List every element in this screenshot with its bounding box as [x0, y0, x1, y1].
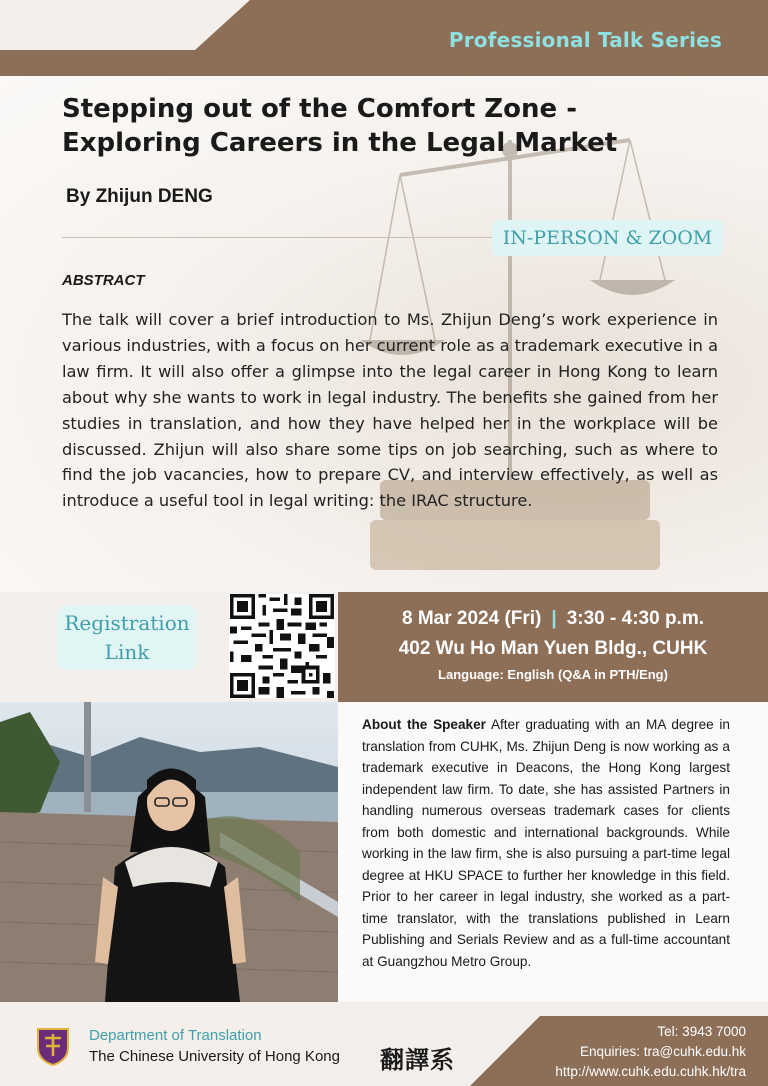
title-line-2: Exploring Careers in the Legal Market [62, 128, 618, 158]
author: By Zhijun DENG [66, 186, 213, 207]
series-title: Professional Talk Series [448, 28, 722, 52]
event-language: Language: English (Q&A in PTH/Eng) [438, 667, 668, 682]
abstract-text: The talk will cover a brief introduction to Ms. Zhijun Deng’s work experience in various industries, with a focus on her current role as a trademark executive in a law firm. It will also offer a glimpse into the legal career in Hong Kong to learn about why she wants to work in legal industry. The benefits she gained from her studies in translation, and how they have helped her in the workplace will be discussed. Zhijun will also share some tips on job searching, such as where to find the job vacancies, how to prepare CV, and interview effectively, as well as introduce a useful tool in legal writing: the IRAC structure. [62, 310, 718, 511]
event-date: 8 Mar 2024 (Fri) [401, 608, 542, 629]
registration-line-1: Registration [64, 611, 190, 635]
event-time: 3:30 - 4:30 p.m. [566, 608, 704, 629]
cuhk-crest-icon [35, 1026, 71, 1066]
contact-info [555, 1022, 746, 1082]
department-chinese-name: 翻譯系 [380, 1045, 455, 1074]
event-venue: 402 Wu Ho Man Yuen Bldg., CUHK [398, 638, 708, 659]
event-separator: | [551, 608, 557, 629]
about-text: After graduating with an MA degree in translation from CUHK, Ms. Zhijun Deng is now working as a trademark executive in Deacons, the Hong Kong largest independent law firm. To date, she has assisted Partners in handling numerous overseas trademark cases for clients from both domestic and international backgrounds. While working in the law firm, she is also pursuing a part-time legal degree at HKU SPACE to further her knowledge in this field. Prior to her career in legal industry, she worked as a part-time translator, with the translations published in Learn Publishing and Serials Review and as a full-time accountant at Guangzhou Metro Group. [362, 717, 730, 969]
contact-website[interactable]: http://www.cuhk.edu.cuhk.hk/tra [555, 1064, 746, 1079]
speaker-bio [362, 714, 730, 972]
qr-code-icon[interactable] [229, 594, 335, 698]
speaker-photo [0, 702, 338, 1002]
title-line-1: Stepping out of the Comfort Zone - [62, 94, 578, 124]
registration-line-2: Link [104, 640, 150, 664]
divider [62, 237, 502, 238]
abstract-heading: ABSTRACT [62, 272, 145, 289]
mode-badge: IN-PERSON & ZOOM [492, 220, 723, 256]
contact-email[interactable]: Enquiries: tra@cuhk.edu.hk [579, 1044, 746, 1059]
event-datetime [338, 608, 768, 630]
registration-link[interactable] [57, 605, 197, 670]
university-name: The Chinese University of Hong Kong [89, 1048, 340, 1065]
about-heading: About the Speaker [362, 717, 486, 732]
contact-tel: Tel: 3943 7000 [657, 1024, 746, 1039]
talk-title [62, 92, 682, 160]
department-name: Department of Translation [89, 1027, 262, 1044]
